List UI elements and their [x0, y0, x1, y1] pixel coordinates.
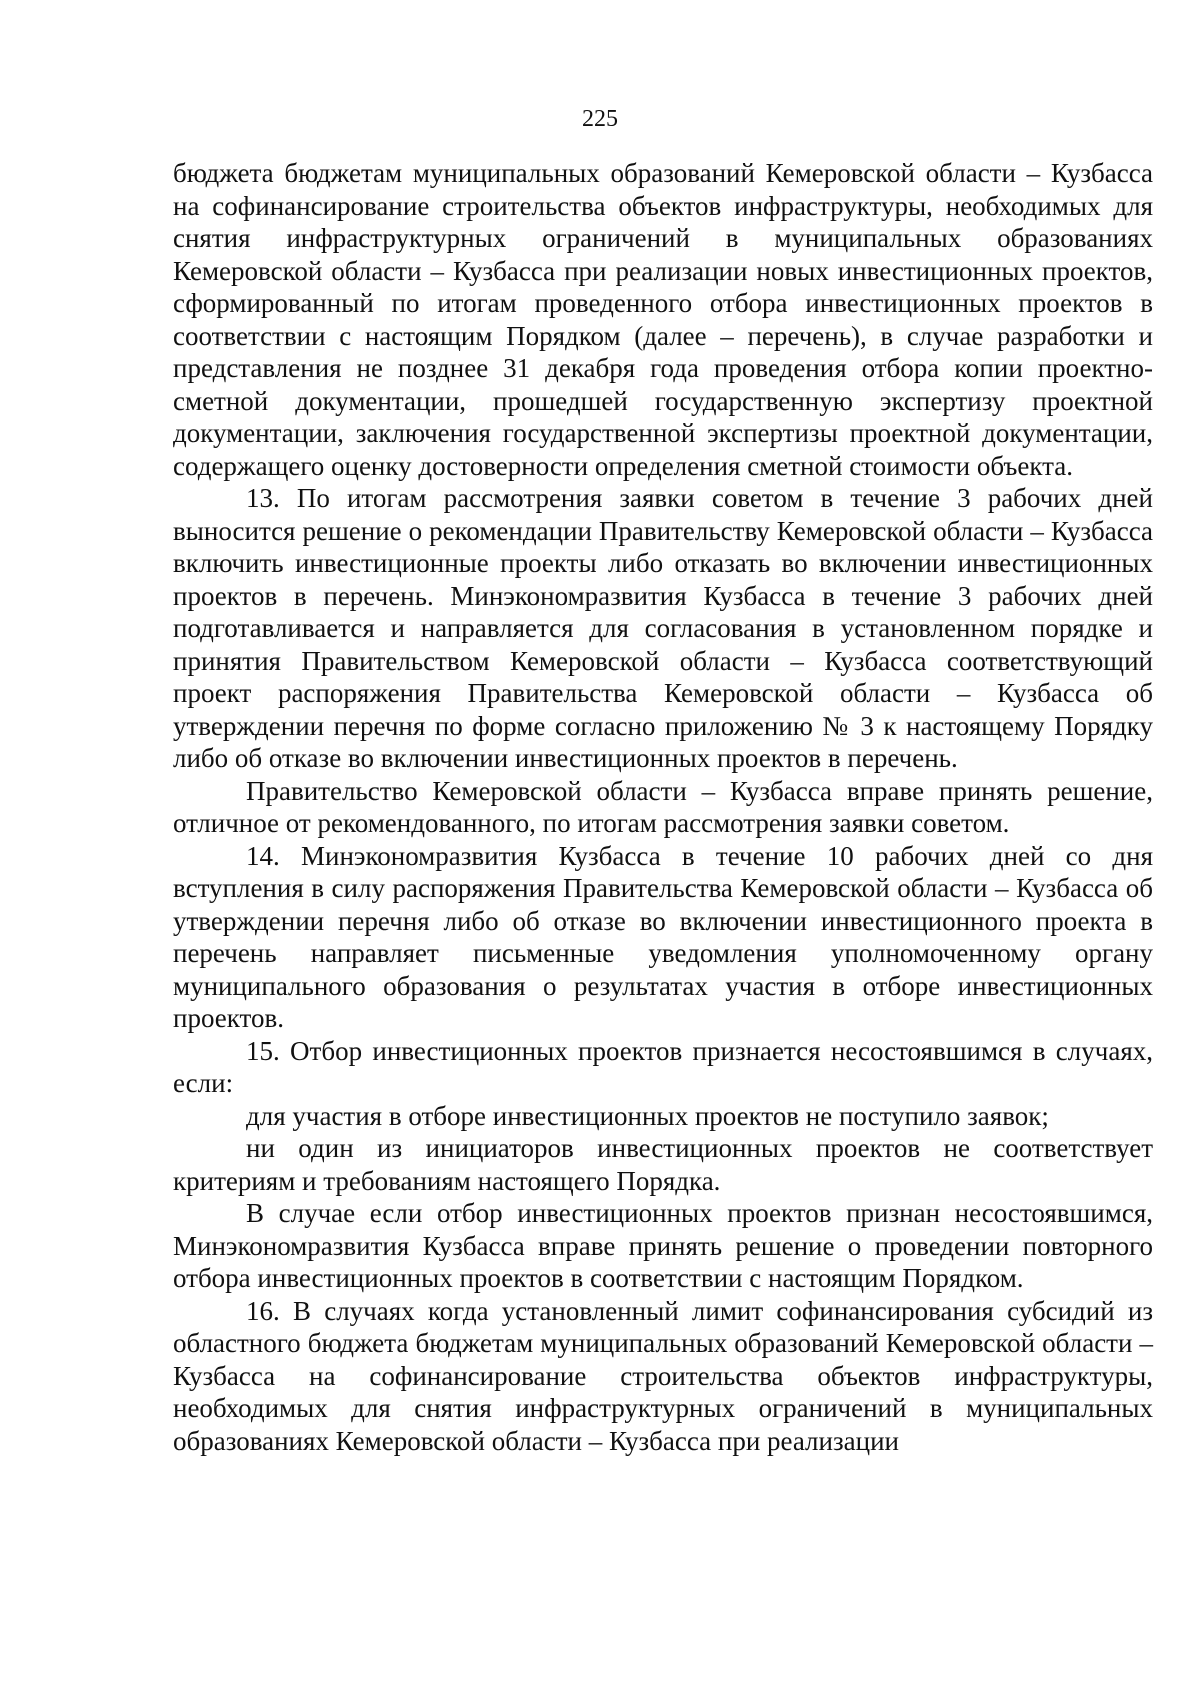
paragraph-item-14: 14. Минэкономразвития Кузбасса в течение 10 рабочих дней со дня вступления в силу распоряжения Правительства Кемеровской области – Кузбасса об утверждении перечня либо об отказе во включении инвестиционного проекта в перечень направляет письменные уведомления уполномоченному органу муниципального образования о результатах участия в отборе инвестиционных проектов. [173, 840, 1153, 1033]
paragraph-item-13: 13. По итогам рассмотрения заявки советом в течение 3 рабочих дней выносится решение о рекомендации Правительству Кемеровской области – Кузбасса включить инвестиционные проекты либо отказать во включении инвестиционных проектов в перечень. Минэкономразвития Кузбасса в течение 3 рабочих дней подготавливается и направляется для согласования в установленном порядке и принятия Правительством Кемеровской области – Кузбасса соответствующий проект распоряжения Правительства Кемеровской области – Кузбасса об утверждении перечня по форме согласно приложению № 3 к настоящему Порядку либо об отказе во включении инвестиционных проектов в перечень. [173, 483, 1153, 773]
paragraph-item-15: 15. Отбор инвестиционных проектов признается несостоявшимся в случаях, если: [173, 1035, 1153, 1098]
paragraph-government-decision: Правительство Кемеровской области – Кузбасса вправе принять решение, отличное от рекомендованного, по итогам рассмотрения заявки советом. [173, 775, 1153, 838]
paragraph-repeat-selection: В случае если отбор инвестиционных проектов признан несостоявшимся, Минэкономразвития Кузбасса вправе принять решение о проведении повторного отбора инвестиционных проектов в соответствии с настоящим Порядком. [173, 1198, 1153, 1293]
page-number: 225 [582, 106, 618, 132]
paragraph-no-compliance: ни один из инициаторов инвестиционных проектов не соответствует критериям и требованиям настоящего Порядка. [173, 1133, 1153, 1196]
paragraph-item-16: 16. В случаях когда установленный лимит софинансирования субсидий из областного бюджета бюджетам муниципальных образований Кемеровской области – Кузбасса на софинансирование строительства объектов инфраструктуры, необходимых для снятия инфраструктурных ограничений в муниципальных образованиях Кемеровской области – Кузбасса при реализации [173, 1295, 1153, 1456]
paragraph-no-applications: для участия в отборе инвестиционных проектов не поступило заявок; [246, 1100, 1049, 1131]
paragraph-continuation: бюджета бюджетам муниципальных образований Кемеровской области – Кузбасса на софинансирование строительства объектов инфраструктуры, необходимых для снятия инфраструктурных ограничений в муниципальных образованиях Кемеровской области – Кузбасса при реализации новых инвестиционных проектов, сформированный по итогам проведенного отбора инвестиционных проектов в соответствии с настоящим Порядком (далее – перечень), в случае разработки и представления не позднее 31 декабря года проведения отбора копии проектно-сметной документации, прошедшей государственную экспертизу проектной документации, заключения государственной экспертизы проектной документации, содержащего оценку достоверности определения сметной стоимости объекта. [173, 158, 1153, 481]
document-body [173, 157, 1153, 1457]
